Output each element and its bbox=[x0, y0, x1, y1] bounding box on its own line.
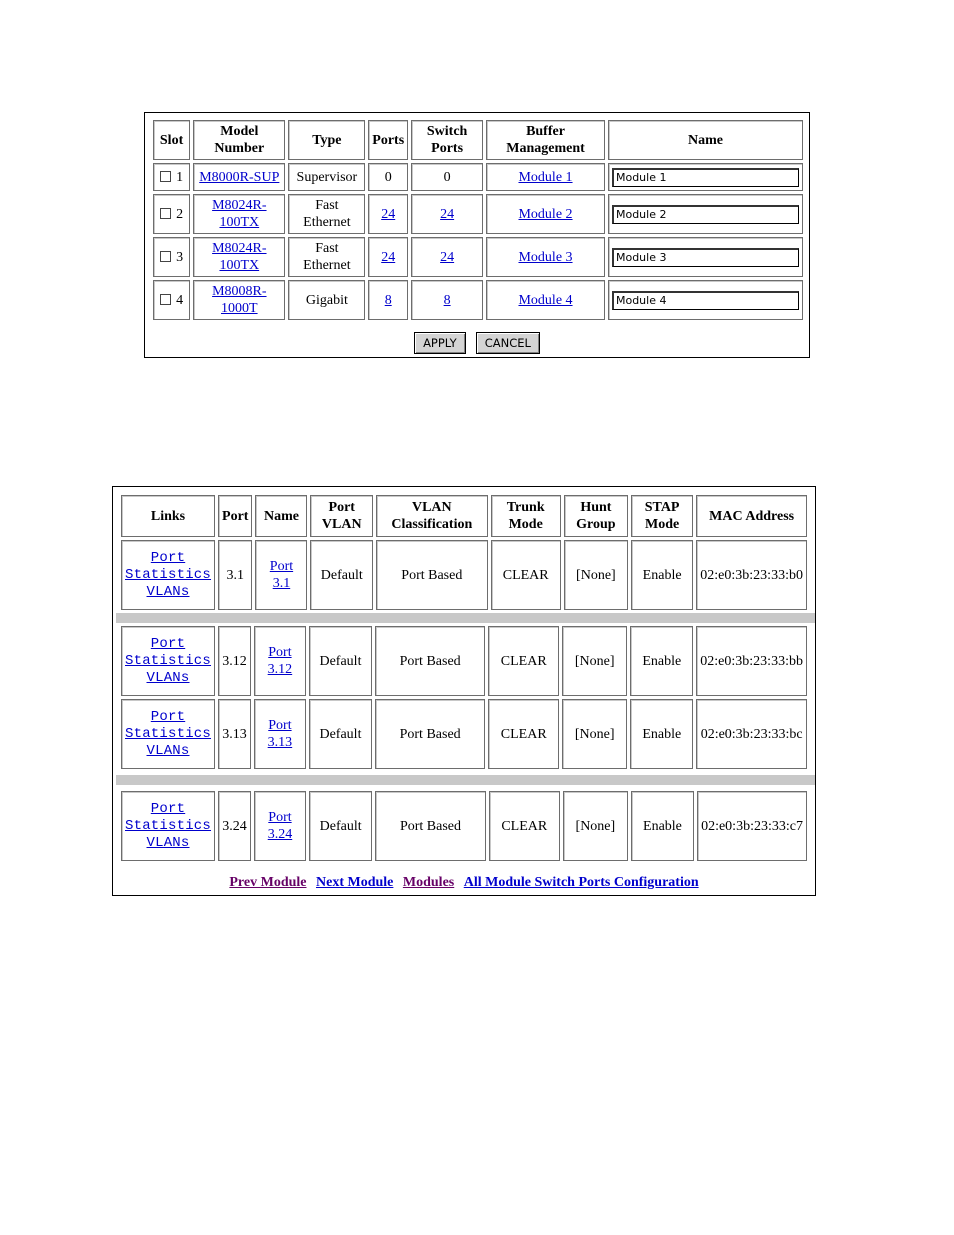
model-cell bbox=[193, 280, 285, 320]
mac-address-cell: 02:e0:3b:23:33:b0 bbox=[696, 540, 807, 610]
trunk-mode-cell: CLEAR bbox=[491, 540, 561, 610]
port-link[interactable]: Port bbox=[150, 708, 186, 725]
ports-header-row bbox=[121, 495, 807, 537]
buffer-cell bbox=[486, 280, 605, 320]
stap-mode-cell: Enable bbox=[631, 540, 693, 610]
ports-table bbox=[118, 492, 810, 613]
port-name-line1: Port bbox=[268, 718, 292, 733]
hunt-group-cell: [None] bbox=[562, 626, 627, 696]
port-row bbox=[121, 791, 807, 861]
header-vlan-class-line2: Classification bbox=[391, 517, 473, 532]
modules-link[interactable]: Modules bbox=[402, 875, 455, 890]
switch-ports-link[interactable]: 24 bbox=[440, 249, 455, 265]
switch-ports-cell bbox=[411, 280, 483, 320]
row-gap-separator bbox=[116, 613, 815, 623]
ports-cell bbox=[368, 194, 408, 234]
ports-link[interactable]: 8 bbox=[384, 292, 392, 308]
mac-address-cell: 02:e0:3b:23:33:bc bbox=[696, 699, 807, 769]
links-cell bbox=[121, 699, 215, 769]
header-port-vlan-line2: VLAN bbox=[321, 517, 362, 532]
model-link-line2: 100TX bbox=[219, 258, 260, 273]
module-name-input[interactable] bbox=[612, 168, 799, 187]
module-row bbox=[153, 163, 803, 191]
slot-checkbox[interactable] bbox=[160, 208, 171, 219]
header-trunk-line2: Mode bbox=[508, 517, 543, 532]
vlans-link[interactable]: VLANs bbox=[146, 742, 190, 759]
vlan-classification-cell: Port Based bbox=[375, 699, 485, 769]
port-name-link[interactable] bbox=[268, 645, 293, 677]
port-name-line2: 3.24 bbox=[267, 827, 293, 842]
trunk-mode-cell: CLEAR bbox=[488, 699, 559, 769]
header-type: Type bbox=[288, 120, 365, 160]
switch-ports-cell: 0 bbox=[411, 163, 483, 191]
slot-checkbox[interactable] bbox=[160, 251, 171, 262]
port-link[interactable]: Port bbox=[150, 800, 186, 817]
type-line1: Fast bbox=[315, 198, 339, 213]
model-link-line1: M8008R- bbox=[212, 284, 267, 299]
header-vlan-classification bbox=[376, 495, 488, 537]
hunt-group-cell: [None] bbox=[563, 791, 628, 861]
model-link-text: M8000R-SUP bbox=[199, 169, 280, 185]
trunk-mode-cell: CLEAR bbox=[488, 626, 559, 696]
model-link[interactable] bbox=[212, 198, 266, 230]
ports-cell bbox=[368, 280, 408, 320]
header-model-number bbox=[193, 120, 285, 160]
port-name-line1: Port bbox=[268, 645, 292, 660]
port-vlan-cell: Default bbox=[309, 791, 372, 861]
header-hunt-line1: Hunt bbox=[580, 500, 612, 515]
ports-panel bbox=[112, 486, 816, 896]
model-link-line2: 100TX bbox=[219, 215, 260, 230]
switch-ports-link[interactable]: 24 bbox=[440, 206, 455, 222]
stap-mode-cell: Enable bbox=[630, 699, 693, 769]
model-link-line2: 1000T bbox=[221, 301, 258, 316]
type-line2: Ethernet bbox=[303, 258, 351, 273]
slot-cell bbox=[153, 237, 190, 277]
name-cell bbox=[255, 540, 307, 610]
buffer-cell bbox=[486, 194, 605, 234]
vlan-classification-cell: Port Based bbox=[375, 626, 485, 696]
model-link-line1: M8024R- bbox=[212, 198, 267, 213]
links-cell bbox=[121, 626, 215, 696]
port-vlan-cell: Default bbox=[309, 699, 372, 769]
ports-cell: 0 bbox=[368, 163, 408, 191]
port-name-line2: 3.13 bbox=[267, 735, 293, 750]
module-name-input[interactable] bbox=[612, 291, 799, 310]
modules-header-row bbox=[153, 120, 803, 160]
buffer-management-link[interactable]: Module 4 bbox=[518, 292, 573, 308]
slot-number: 2 bbox=[176, 206, 184, 222]
slot-cell bbox=[153, 163, 190, 191]
header-name: Name bbox=[608, 120, 803, 160]
header-name: Name bbox=[255, 495, 307, 537]
type-cell bbox=[288, 237, 365, 277]
ports-table-continued bbox=[118, 623, 810, 772]
header-slot: Slot bbox=[153, 120, 190, 160]
type-cell: Gigabit bbox=[288, 280, 365, 320]
port-link[interactable]: Port bbox=[150, 549, 186, 566]
module-name-input[interactable] bbox=[612, 205, 799, 224]
vlans-link[interactable]: VLANs bbox=[146, 669, 190, 686]
model-cell bbox=[193, 194, 285, 234]
buffer-management-link[interactable]: Module 3 bbox=[518, 249, 573, 265]
module-navigation bbox=[113, 875, 815, 891]
name-cell bbox=[254, 626, 306, 696]
name-cell bbox=[254, 699, 306, 769]
port-name-link[interactable]: Port 3.1 bbox=[269, 559, 294, 591]
statistics-link[interactable]: Statistics bbox=[125, 652, 212, 669]
statistics-link[interactable]: Statistics bbox=[125, 725, 212, 742]
vlan-classification-cell: Port Based bbox=[376, 540, 488, 610]
mac-address-cell: 02:e0:3b:23:33:c7 bbox=[697, 791, 807, 861]
buffer-management-link[interactable]: Module 2 bbox=[518, 206, 573, 222]
header-stap-line1: STAP bbox=[644, 500, 680, 515]
switch-ports-link[interactable]: 8 bbox=[443, 292, 451, 308]
header-port-vlan-line1: Port bbox=[328, 500, 355, 515]
type-cell: Supervisor bbox=[288, 163, 365, 191]
module-row bbox=[153, 194, 803, 234]
name-cell bbox=[608, 194, 803, 234]
slot-cell bbox=[153, 280, 190, 320]
port-name-line2: 3.12 bbox=[267, 662, 293, 677]
cancel-button[interactable]: CANCEL bbox=[476, 332, 540, 354]
ports-table-continued bbox=[118, 788, 810, 864]
port-row bbox=[121, 540, 807, 610]
modules-panel bbox=[144, 112, 810, 358]
vlans-link[interactable]: VLANs bbox=[146, 834, 190, 851]
switch-ports-cell bbox=[411, 194, 483, 234]
button-row bbox=[145, 332, 809, 354]
links-cell bbox=[121, 791, 215, 861]
header-links: Links bbox=[121, 495, 215, 537]
port-name-link[interactable] bbox=[268, 718, 293, 750]
stap-mode-cell: Enable bbox=[630, 626, 693, 696]
model-link[interactable] bbox=[199, 170, 279, 185]
switch-ports-cell bbox=[411, 237, 483, 277]
header-mac-address: MAC Address bbox=[696, 495, 807, 537]
prev-module-link[interactable]: Prev Module bbox=[229, 875, 307, 890]
buffer-cell bbox=[486, 163, 605, 191]
slot-checkbox[interactable] bbox=[160, 171, 171, 182]
model-link[interactable] bbox=[212, 241, 266, 273]
type-cell bbox=[288, 194, 365, 234]
apply-button[interactable]: APPLY bbox=[414, 332, 466, 354]
name-cell bbox=[608, 163, 803, 191]
header-model-number-label: Model Number bbox=[214, 124, 265, 156]
hunt-group-cell: [None] bbox=[564, 540, 628, 610]
header-hunt-group bbox=[564, 495, 628, 537]
port-link[interactable]: Port bbox=[150, 635, 186, 652]
name-cell bbox=[608, 237, 803, 277]
header-switch-ports-label: Switch Ports bbox=[426, 124, 468, 156]
slot-number: 3 bbox=[176, 249, 184, 265]
header-stap-mode bbox=[631, 495, 693, 537]
port-cell: 3.1 bbox=[218, 540, 252, 610]
header-ports: Ports bbox=[368, 120, 408, 160]
header-buffer-management bbox=[486, 120, 605, 160]
header-hunt-line2: Group bbox=[576, 517, 616, 532]
port-cell: 3.12 bbox=[218, 626, 251, 696]
vlan-classification-cell: Port Based bbox=[375, 791, 485, 861]
trunk-mode-cell: CLEAR bbox=[489, 791, 560, 861]
module-name-input[interactable] bbox=[612, 248, 799, 267]
name-cell bbox=[254, 791, 306, 861]
ports-cell bbox=[368, 237, 408, 277]
statistics-link[interactable]: Statistics bbox=[125, 817, 212, 834]
row-gap-separator bbox=[116, 775, 815, 785]
header-port: Port bbox=[218, 495, 252, 537]
slot-number: 1 bbox=[176, 169, 184, 185]
next-module-link[interactable]: Next Module bbox=[316, 875, 394, 890]
slot-cell bbox=[153, 194, 190, 234]
header-switch-ports bbox=[411, 120, 483, 160]
port-row bbox=[121, 626, 807, 696]
links-cell bbox=[121, 540, 215, 610]
all-module-switch-ports-configuration-link[interactable]: All Module Switch Ports Configuration bbox=[463, 875, 699, 890]
model-cell bbox=[193, 163, 285, 191]
header-vlan-class-line1: VLAN bbox=[411, 500, 452, 515]
ports-link[interactable]: 24 bbox=[381, 206, 396, 222]
port-vlan-cell: Default bbox=[310, 540, 373, 610]
header-trunk-mode bbox=[491, 495, 561, 537]
buffer-management-link[interactable]: Module 1 bbox=[518, 169, 573, 185]
hunt-group-cell: [None] bbox=[562, 699, 627, 769]
port-cell: 3.13 bbox=[218, 699, 251, 769]
type-line1: Fast bbox=[315, 241, 339, 256]
slot-checkbox[interactable] bbox=[160, 294, 171, 305]
ports-link[interactable]: 24 bbox=[381, 249, 396, 265]
module-row bbox=[153, 237, 803, 277]
name-cell bbox=[608, 280, 803, 320]
port-name-link[interactable] bbox=[268, 810, 293, 842]
statistics-link[interactable]: Statistics bbox=[125, 566, 212, 583]
type-line2: Ethernet bbox=[303, 215, 351, 230]
port-row bbox=[121, 699, 807, 769]
header-buffer-management-label: Buffer Management bbox=[506, 124, 585, 156]
stap-mode-cell: Enable bbox=[631, 791, 694, 861]
port-name-line1: Port bbox=[268, 810, 292, 825]
mac-address-cell: 02:e0:3b:23:33:bb bbox=[696, 626, 807, 696]
model-link[interactable] bbox=[212, 284, 266, 316]
header-port-vlan bbox=[310, 495, 373, 537]
port-vlan-cell: Default bbox=[309, 626, 372, 696]
vlans-link[interactable]: VLANs bbox=[146, 583, 190, 600]
port-cell: 3.24 bbox=[218, 791, 251, 861]
model-link-line1: M8024R- bbox=[212, 241, 267, 256]
header-trunk-line1: Trunk bbox=[506, 500, 545, 515]
header-stap-line2: Mode bbox=[645, 517, 680, 532]
modules-table bbox=[150, 117, 806, 323]
model-cell bbox=[193, 237, 285, 277]
buffer-cell bbox=[486, 237, 605, 277]
slot-number: 4 bbox=[176, 292, 184, 308]
module-row bbox=[153, 280, 803, 320]
